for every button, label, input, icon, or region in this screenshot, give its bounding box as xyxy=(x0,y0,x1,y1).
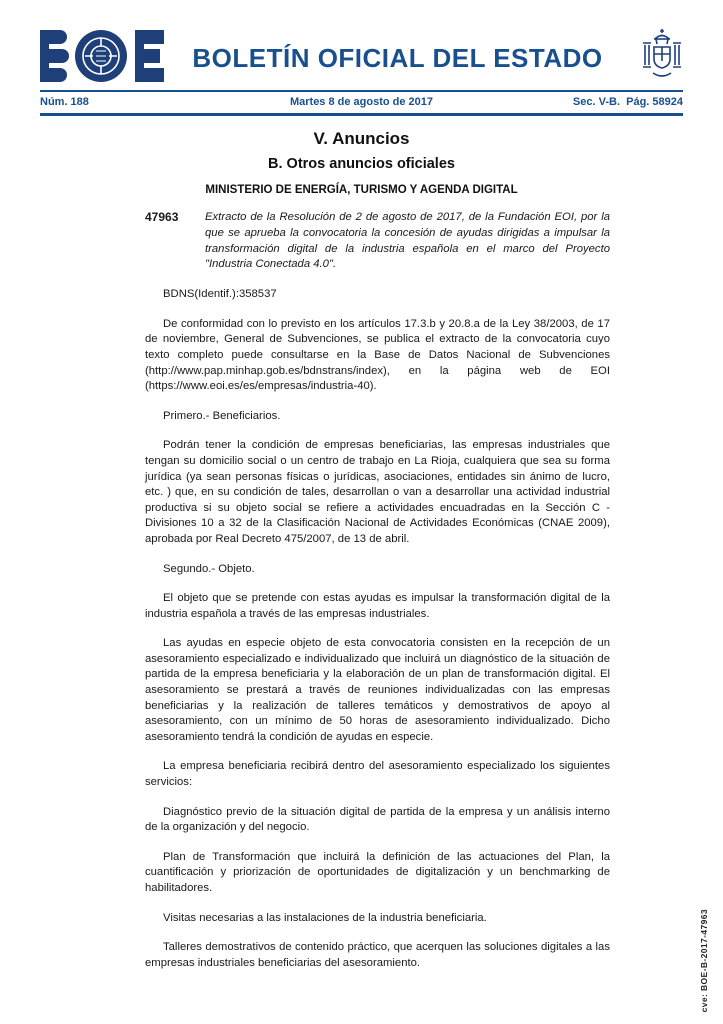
ministry-heading: MINISTERIO DE ENERGÍA, TURISMO Y AGENDA DIGITAL xyxy=(205,184,518,196)
announcement-header xyxy=(145,210,610,273)
bdns-identifier: BDNS(Identif.):358537 xyxy=(163,288,277,301)
paragraph: Segundo.- Objeto. xyxy=(163,562,255,575)
paragraph: Plan de Transformación que incluirá la definición de las actuaciones del Plan, la cuantificación y priorización de oportunidades de digitalización y un benchmarking de habilitadores. xyxy=(145,850,610,894)
paragraph: Las ayudas en especie objeto de esta convocatoria consisten en la recepción de un asesoramiento especializado e individualizado que incluirá un diagnóstico de la situación de partida de la empresa beneficiaria y la elaboración de un plan de transformación digital. El asesoramiento se prestará a través de reuniones individualizadas con las empresas beneficiarias y la realización de talleres temáticos y demostrativos de apoyo al asesoramiento, con un mínimo de 50 horas de asesoramiento individualizado. Dicho asesoramiento tendrá la condición de ayudas en especie. xyxy=(145,637,610,743)
paragraph: Talleres demostrativos de contenido práctico, que acerquen las soluciones digitales a las empresas industriales beneficiarias del asesoramiento. xyxy=(145,941,610,969)
paragraph: Visitas necesarias a las instalaciones de la industria beneficiaria. xyxy=(163,911,487,924)
paragraph: Podrán tener la condición de empresas beneficiarias, las empresas industriales que tengan su domicilio social o un centro de trabajo en La Rioja, cualquiera que sea su forma jurídica (ya sean personas físicas o jurídicas, asociaciones, entidades sin ánimo de lucro, etc. ) que, en su condición de tales, desarrollan o van a desarrollar una actividad industrial productiva si su objeto social se refiere a actividades encuadradas en la Sección C - Divisiones 10 a 32 de la Clasificación Nacional de Actividades Económicas (CNAE 2009), aprobada por Real Decreto 475/2007, de 13 de abril. xyxy=(145,439,610,545)
announcement-extract: Extracto de la Resolución de 2 de agosto de 2017, de la Fundación EOI, por la que se aprueba la convocatoria la concesión de ayudas dirigidas a impulsar la transformación digital de la industria española en el marco del Proyecto "Industria Conectada 4.0". xyxy=(205,211,610,271)
paragraph: Primero.- Beneficiarios. xyxy=(163,409,281,422)
infobar xyxy=(40,90,683,116)
document-headings xyxy=(0,129,723,196)
section-heading: V. Anuncios xyxy=(313,129,410,148)
paragraph: La empresa beneficiaria recibirá dentro del asesoramiento especializado los siguientes servicios: xyxy=(145,760,610,789)
cve-code: cve: BOE-B-2017-47963 xyxy=(699,908,709,1012)
boe-logo-icon xyxy=(40,30,164,87)
section-page: Sec. V-B. Pág. 58924 xyxy=(572,96,683,108)
subsection-heading: B. Otros anuncios oficiales xyxy=(268,156,455,172)
masthead-title: BOLETÍN OFICIAL DEL ESTADO xyxy=(192,42,603,73)
announcement-number: 47963 xyxy=(145,210,179,224)
issue-date: Martes 8 de agosto de 2017 xyxy=(289,96,434,108)
issue-number: Núm. 188 xyxy=(40,96,89,108)
spain-coat-of-arms-icon xyxy=(641,27,683,90)
paragraph: El objeto que se pretende con estas ayudas es impulsar la transformación digital de la industria española a través de las empresas industriales. xyxy=(145,592,610,620)
paragraph: De conformidad con lo previsto en los artículos 17.3.b y 20.8.a de la Ley 38/2003, de 17 de noviembre, General de Subvenciones, se publica el extracto de la convocatoria cuyo texto completo puede consultarse en la Base de Datos Nacional de Subvenciones (http://www.pap.minhap.gob.es/bdnstrans/index), en la página web de EOI (https://www.eoi.es/es/empresas/industria-40). xyxy=(145,317,610,393)
announcement-body xyxy=(145,210,610,971)
paragraph: Diagnóstico previo de la situación digital de partida de la empresa y un análisis interno de la organización y del negocio. xyxy=(145,805,610,834)
masthead xyxy=(40,30,683,116)
